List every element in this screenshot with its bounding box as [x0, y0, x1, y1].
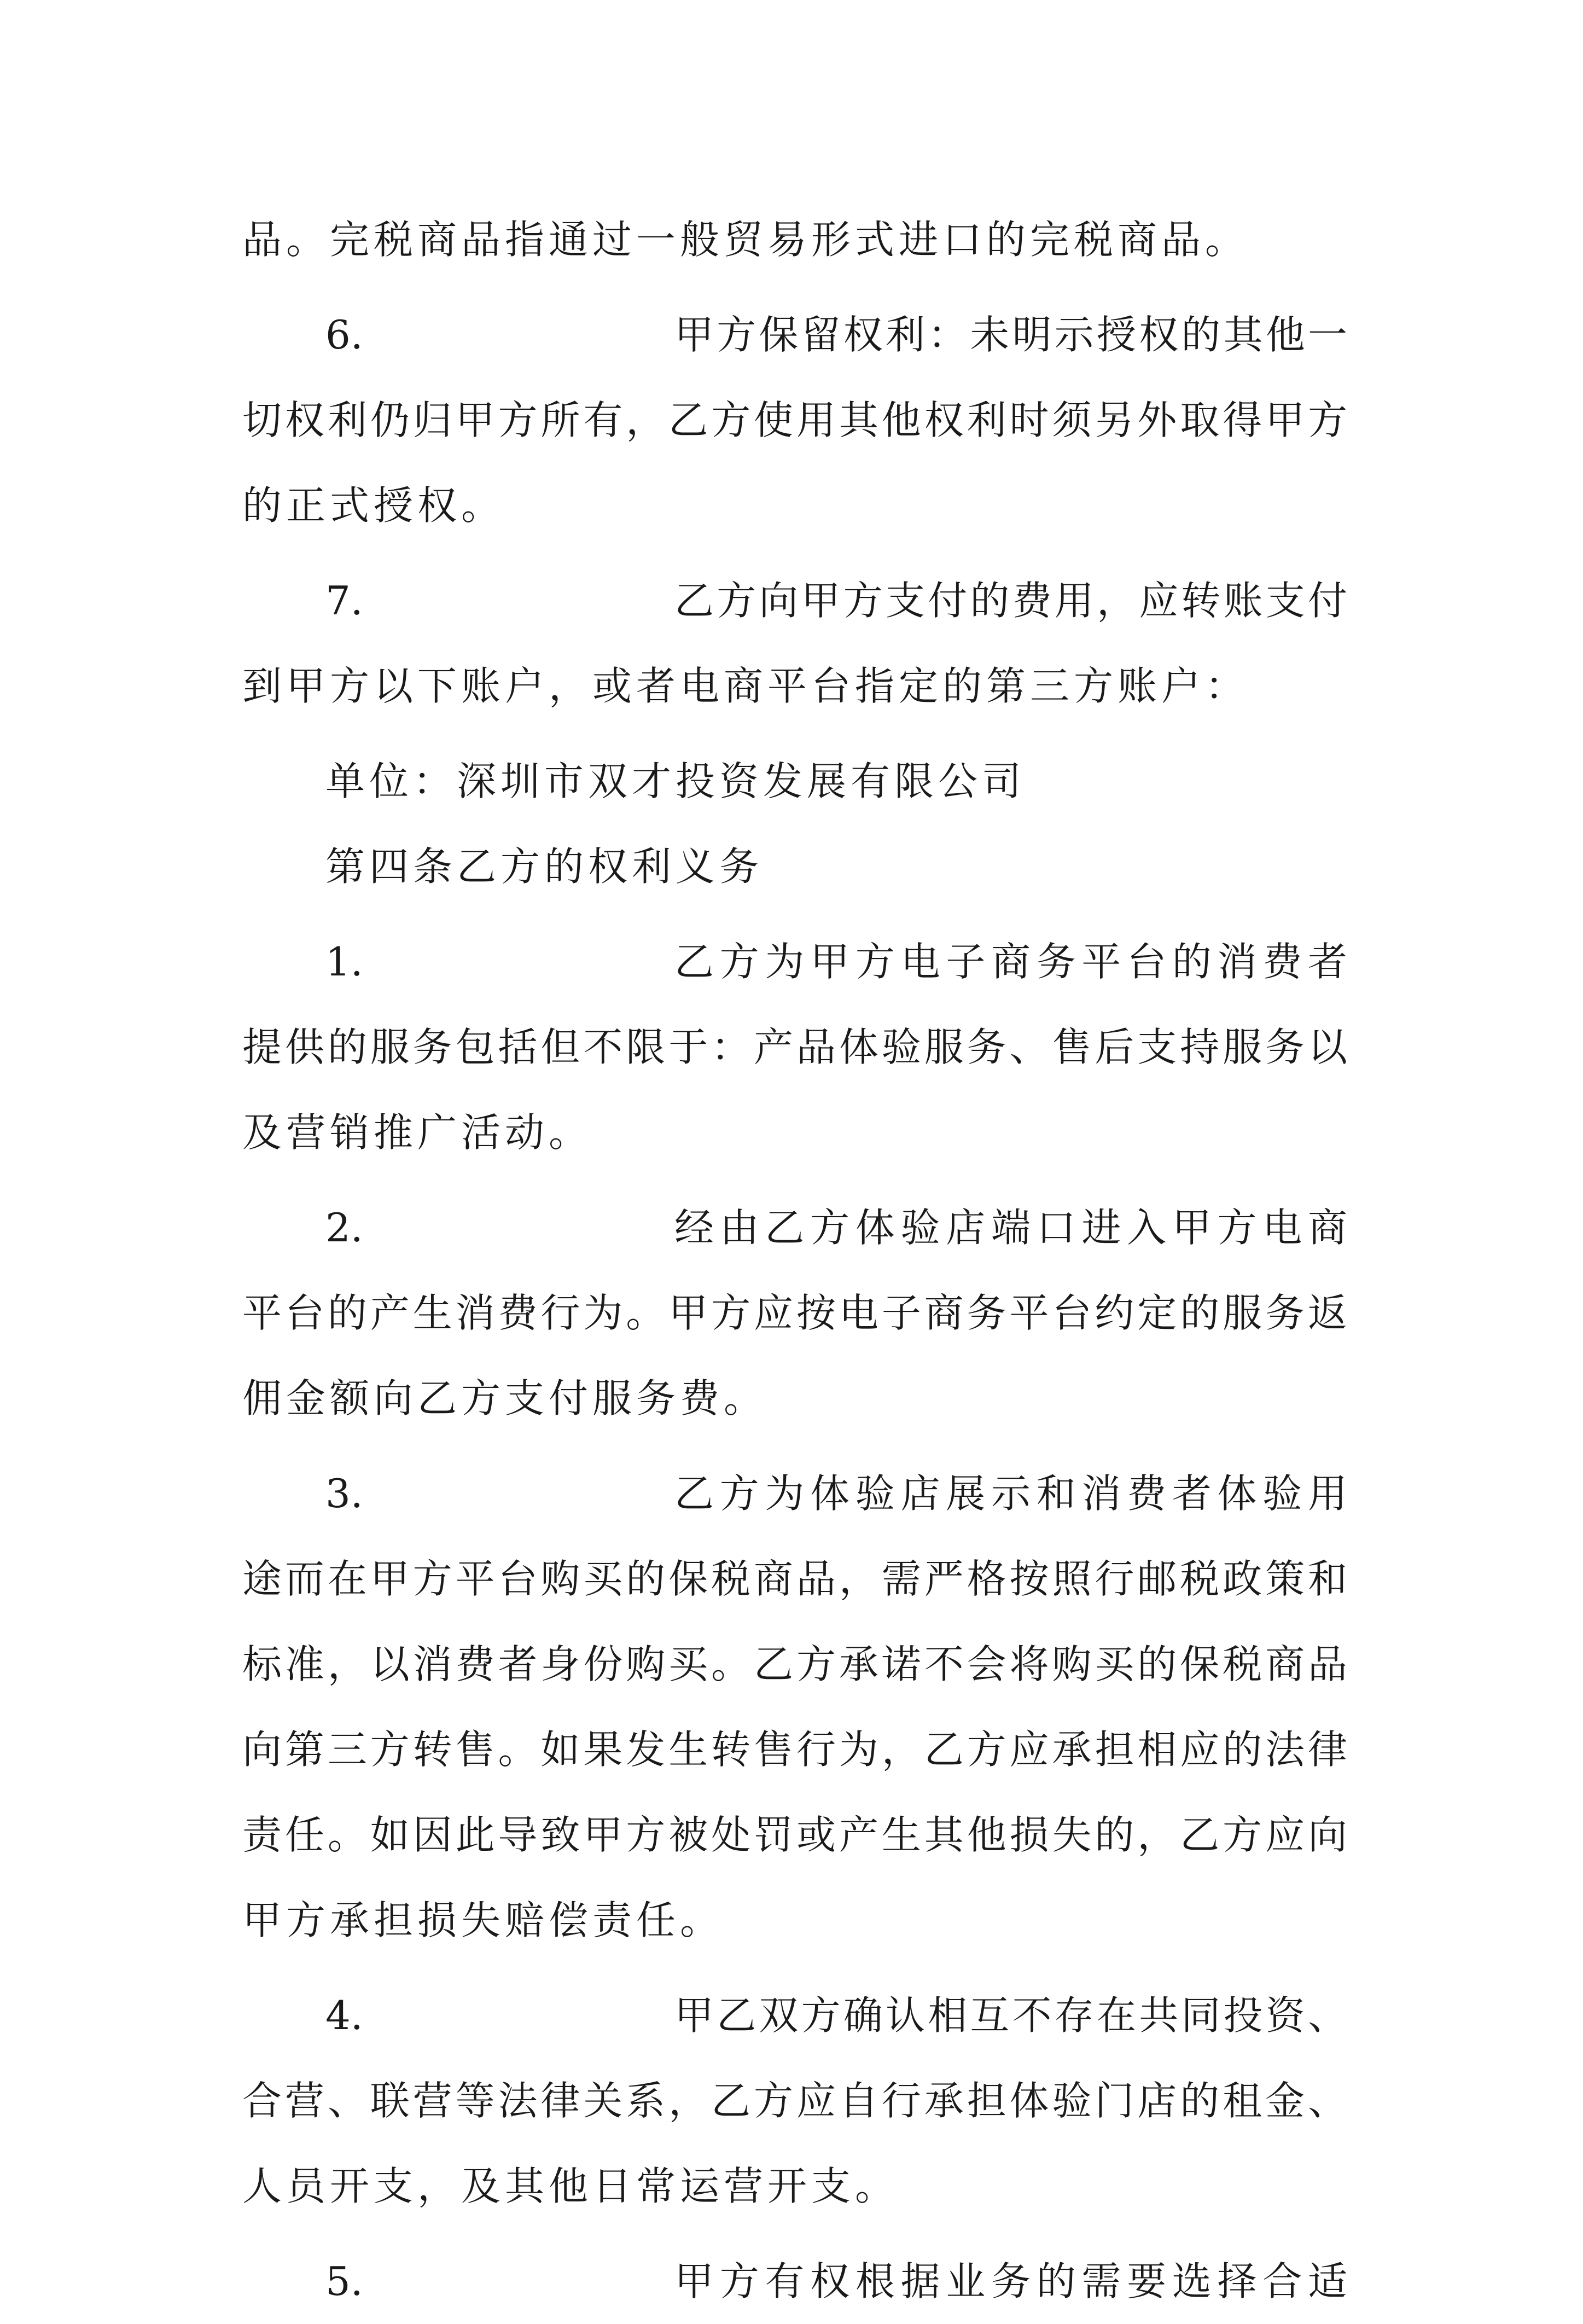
item-text: 经由乙方体验店端口进入甲方电商: [674, 1205, 1347, 1251]
paragraph-line: 向第三方转售。如果发生转售行为，乙方应承担相应的法律: [242, 1727, 1347, 1773]
account-unit-line: 单位：深圳市双才投资发展有限公司: [325, 758, 1026, 804]
item-text: 甲方有权根据业务的需要选择合适: [674, 2258, 1347, 2304]
list-item-4: [242, 1973, 1347, 2058]
paragraph-line: 的正式授权。: [242, 483, 505, 528]
item-text: 乙方为甲方电子商务平台的消费者: [674, 939, 1347, 985]
item-text: 甲方保留权利：未明示授权的其他一: [674, 312, 1347, 358]
paragraph-line: [242, 197, 1347, 282]
item-number: 7.: [325, 578, 363, 624]
paragraph-line: 途而在甲方平台购买的保税商品，需严格按照行邮税政策和: [242, 1556, 1347, 1602]
document-body: [242, 197, 1347, 2324]
list-item-1: [242, 919, 1347, 1004]
paragraph-line: 甲方承担损失赔偿责任。: [242, 1897, 724, 1943]
list-item-2: [242, 1185, 1347, 1270]
item-text: 乙方向甲方支付的费用，应转账支付: [674, 578, 1347, 624]
section-heading: 第四条乙方的权利义务: [325, 844, 764, 890]
paragraph-line: 人员开支，及其他日常运营开支。: [242, 2163, 899, 2209]
item-number: 1.: [325, 939, 363, 985]
item-number: 6.: [325, 312, 363, 358]
list-item-6: [242, 292, 1347, 377]
paragraph-line: 合营、联营等法律关系，乙方应自行承担体验门店的租金、: [242, 2078, 1347, 2124]
item-number: 4.: [325, 1992, 363, 2038]
paragraph-line: 到甲方以下账户，或者电商平台指定的第三方账户：: [242, 663, 1249, 709]
item-text: 甲乙双方确认相互不存在共同投资、: [674, 1992, 1347, 2038]
list-item-5: [242, 2239, 1347, 2324]
paragraph-line: 提供的服务包括但不限于：产品体验服务、售后支持服务以: [242, 1024, 1347, 1070]
paragraph-line: 平台的产生消费行为。甲方应按电子商务平台约定的服务返: [242, 1290, 1347, 1336]
item-text: 乙方为体验店展示和消费者体验用: [674, 1471, 1347, 1517]
paragraph-line: 责任。如因此导致甲方被处罚或产生其他损失的，乙方应向: [242, 1812, 1347, 1858]
paragraph-line: 标准，以消费者身份购买。乙方承诺不会将购买的保税商品: [242, 1641, 1347, 1687]
item-number: 3.: [325, 1471, 363, 1517]
list-item-7: [242, 558, 1347, 643]
paragraph-line: 切权利仍归甲方所有，乙方使用其他权利时须另外取得甲方: [242, 397, 1347, 443]
text-line: 品。完税商品指通过一般贸易形式进口的完税商品。: [242, 217, 1249, 263]
paragraph-line: 佣金额向乙方支付服务费。: [242, 1375, 768, 1421]
paragraph-line: 及营销推广活动。: [242, 1109, 593, 1155]
item-number: 2.: [325, 1205, 363, 1251]
item-number: 5.: [325, 2258, 363, 2304]
list-item-3: [242, 1451, 1347, 1536]
